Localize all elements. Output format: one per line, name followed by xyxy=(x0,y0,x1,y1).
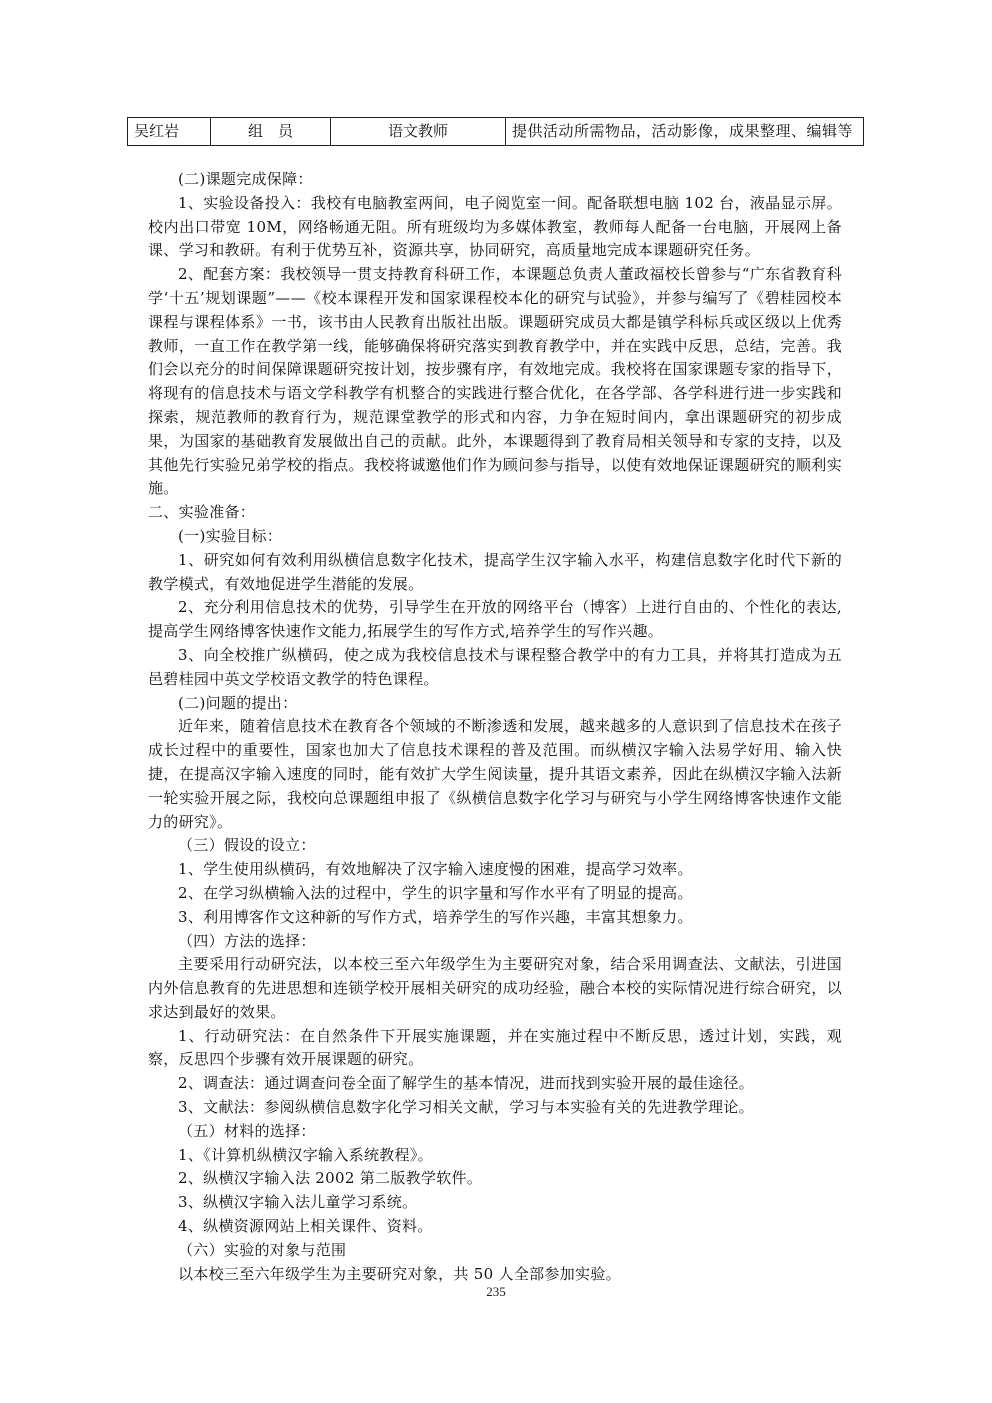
member-name: 吴红岩 xyxy=(128,118,211,146)
paragraph: 3、文献法：参阅纵横信息数字化学习相关文献，学习与本实验有关的先进教学理论。 xyxy=(178,1098,754,1117)
paragraph: 2、调查法：通过调查问卷全面了解学生的基本情况，进而找到实验开展的最佳途径。 xyxy=(178,1074,754,1093)
member-duty: 提供活动所需物品，活动影像，成果整理、编辑等 xyxy=(506,118,864,146)
paragraph: (一)实验目标： xyxy=(178,526,283,545)
paragraph: 主要采用行动研究法，以本校三至六年级学生为主要研究对象，结合采用调查法、文献法，引进国内外信息教育的先进思想和连锁学校开展相关研究的成功经验，融合本校的实际情况进行综合研究，以求达到最好的效果。 xyxy=(148,955,842,1021)
body-text xyxy=(148,168,842,1286)
paragraph: （五）材料的选择： xyxy=(178,1121,316,1140)
page-number: 235 xyxy=(486,1284,506,1299)
paragraph: （六）实验的对象与范围 xyxy=(178,1240,347,1259)
paragraph: 1、《计算机纵横汉字输入系统教程》。 xyxy=(178,1145,433,1164)
paragraph: (二)课题完成保障： xyxy=(178,170,313,188)
paragraph: 以本校三至六年级学生为主要研究对象，共 50 人全部参加实验。 xyxy=(178,1264,621,1283)
paragraph: 2、在学习纵横输入法的过程中，学生的识字量和写作水平有了明显的提高。 xyxy=(178,883,693,902)
member-position: 语文教师 xyxy=(331,118,506,146)
paragraph: 1、研究如何有效利用纵横信息数字化技术，提高学生汉字输入水平，构建信息数字化时代下新的教学模式，有效地促进学生潜能的发展。 xyxy=(148,550,842,593)
paragraph: 1、学生使用纵横码，有效地解决了汉字输入速度慢的困难，提高学习效率。 xyxy=(178,860,693,879)
paragraph: 1、实验设备投入：我校有电脑教室两间，电子阅览室一间。配备联想电脑 102 台，液晶显示屏。校内出口带宽 10M，网络畅通无阻。所有班级均为多媒体教室，教师每人配备一台电脑，开展网上备课、学习和教研。有利于优势互补，资源共享，协同研究，高质量地完成本课题研究任务。 xyxy=(148,193,842,260)
member-table xyxy=(127,117,864,146)
paragraph: （四）方法的选择： xyxy=(178,931,316,950)
paragraph: 二、实验准备： xyxy=(148,503,256,522)
paragraph: 1、行动研究法：在自然条件下开展实施课题，并在实施过程中不断反思，透过计划，实践，观察，反思四个步骤有效开展课题的研究。 xyxy=(148,1026,842,1069)
paragraph: 3、利用博客作文这种新的写作方式，培养学生的写作兴趣，丰富其想象力。 xyxy=(178,907,693,926)
member-role: 组 员 xyxy=(211,118,331,146)
paragraph: （三）假设的设立： xyxy=(178,836,316,855)
paragraph: (二)问题的提出： xyxy=(178,693,298,712)
paragraph: 2、充分利用信息技术的优势，引导学生在开放的网络平台（博客）上进行自由的、个性化的表达,提高学生网络博客快速作文能力,拓展学生的写作方式,培养学生的写作兴趣。 xyxy=(148,598,842,641)
table-row xyxy=(128,118,864,146)
paragraph: 2、配套方案：我校领导一贯支持教育科研工作，本课题总负责人董政福校长曾参与“广东省教育科学‘十五’规划课题”——《校本课程开发和国家课程校本化的研究与试验》，并参与编写了《碧桂园校本课程与课程体系》一书，该书由人民教育出版社出版。课题研究成员大都是镇学科标兵或区级以上优秀教师，一直工作在教学第一线，能够确保将研究落实到教育教学中，并在实践中反思，总结，完善。我们会以充分的时间保障课题研究按计划，按步骤有序，有效地完成。我校将在国家课题专家的指导下，将现有的信息技术与语文学科教学有机整合的实践进行整合优化，在各学部、各学科进行进一步实践和探索，规范教师的教育行为，规范课堂教学的形式和内容，力争在短时间内，拿出课题研究的初步成果，为国家的基础教育发展做出自己的贡献。此外，本课题得到了教育局相关领导和专家的支持，以及其他先行实验兄弟学校的指点。我校将诚邀他们作为顾问参与指导，以使有效地保证课题研究的顺利实施。 xyxy=(148,265,842,498)
paragraph: 3、向全校推广纵横码，使之成为我校信息技术与课程整合教学中的有力工具，并将其打造成为五邑碧桂园中英文学校语文教学的特色课程。 xyxy=(148,645,842,688)
paragraph: 3、纵横汉字输入法儿童学习系统。 xyxy=(178,1193,418,1212)
paragraph: 近年来，随着信息技术在教育各个领域的不断渗透和发展，越来越多的人意识到了信息技术在孩子成长过程中的重要性，国家也加大了信息技术课程的普及范围。而纵横汉字输入法易学好用、输入快捷，在提高汉字输入速度的同时，能有效扩大学生阅读量，提升其语文素养，因此在纵横汉字输入法新一轮实验开展之际，我校向总课题组申报了《纵横信息数字化学习与研究与小学生网络博客快速作文能力的研究》。 xyxy=(148,717,842,831)
paragraph: 2、纵横汉字输入法 2002 第二版教学软件。 xyxy=(178,1169,483,1188)
paragraph: 4、纵横资源网站上相关课件、资料。 xyxy=(178,1217,433,1236)
